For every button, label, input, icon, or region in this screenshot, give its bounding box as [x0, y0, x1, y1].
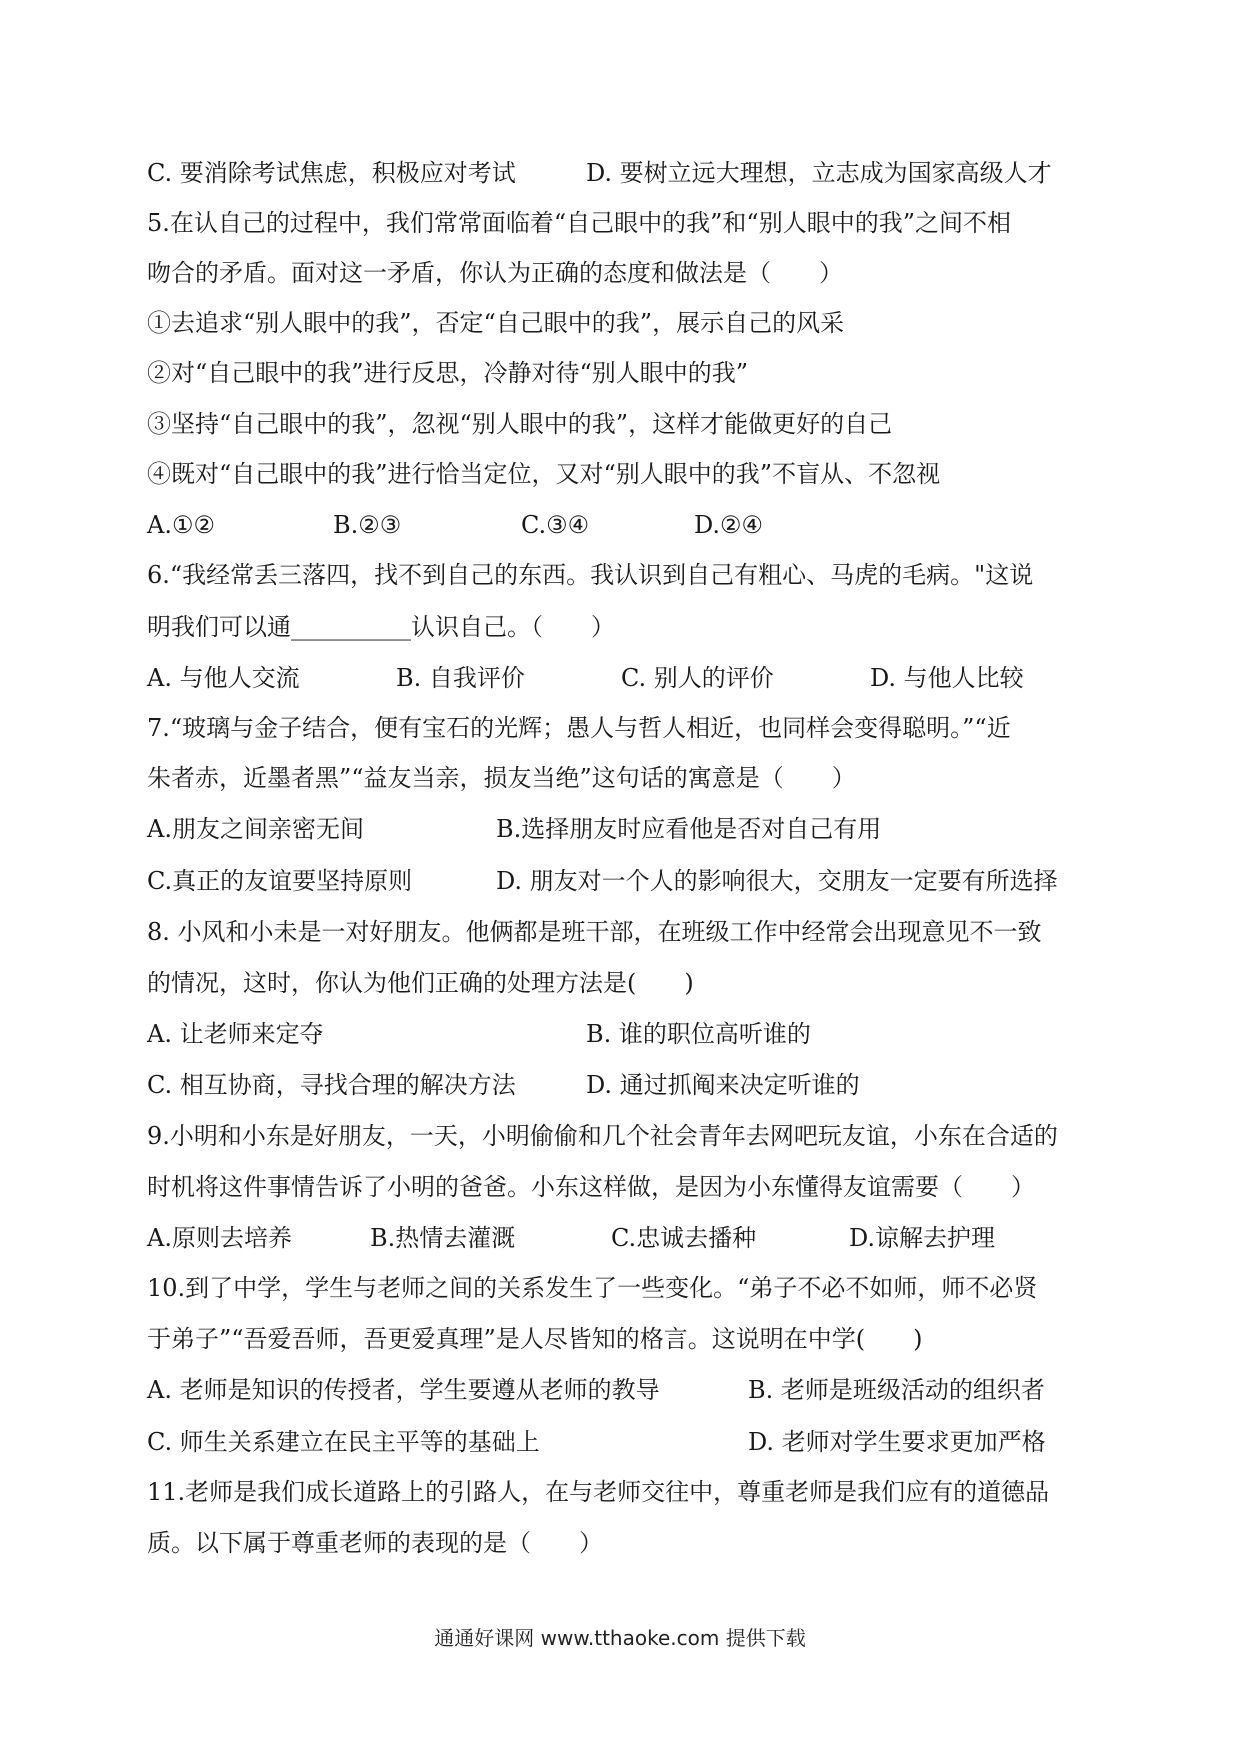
option-a-q9: A.原则去培养: [147, 1224, 292, 1252]
option-a-q7: A.朋友之间亲密无间: [147, 815, 364, 843]
statement-4: ④既对“自己眼中的我”进行恰当定位，又对“别人眼中的我”不盲从、不忽视: [147, 460, 941, 488]
option-c-q9: C.忠诚去播种: [611, 1224, 757, 1252]
option-b-q7: B.选择朋友时应看他是否对自己有用: [496, 815, 882, 843]
option-b-q5: B.②③: [333, 511, 402, 539]
question-10-line-1: 10.到了中学，学生与老师之间的关系发生了一些变化。“弟子不必不如师，师不必贤: [147, 1274, 1038, 1302]
option-c-q4: C. 要消除考试焦虑，积极应对考试: [147, 159, 516, 187]
footer-watermark: 通通好课网 www.tthaoke.com 提供下载: [434, 1626, 806, 1650]
option-c-q7: C.真正的友谊要坚持原则: [147, 867, 413, 895]
option-a-q10: A. 老师是知识的传授者，学生要遵从老师的教导: [147, 1376, 660, 1404]
statement-2: ②对“自己眼中的我”进行反思，冷静对待“别人眼中的我”: [147, 359, 749, 387]
option-b-q10: B. 老师是班级活动的组织者: [748, 1376, 1045, 1404]
option-d-q5: D.②④: [694, 511, 764, 539]
option-c-q8: C. 相互协商，寻找合理的解决方法: [147, 1071, 516, 1099]
question-9-line-1: 9.小明和小东是好朋友，一天，小明偷偷和几个社会青年去网吧玩友谊，小东在合适的: [147, 1122, 1058, 1150]
option-c-q6: C. 别人的评价: [621, 664, 774, 692]
option-d-q10: D. 老师对学生要求更加严格: [748, 1428, 1046, 1456]
option-c-q5: C.③④: [521, 511, 590, 539]
option-d-q7: D. 朋友对一个人的影响很大，交朋友一定要有所选择: [496, 867, 1058, 895]
option-c-q10: C. 师生关系建立在民主平等的基础上: [147, 1428, 540, 1456]
question-6-line-2: 明我们可以通__________认识自己。（ ）: [147, 613, 615, 641]
statement-1: ①去追求“别人眼中的我”，否定“自己眼中的我”，展示自己的风采: [147, 309, 845, 337]
option-d-q4: D. 要树立远大理想，立志成为国家高级人才: [586, 159, 1052, 187]
statement-3: ③坚持“自己眼中的我”，忽视“别人眼中的我”，这样才能做更好的自己: [147, 410, 893, 438]
question-8-line-1: 8. 小风和小未是一对好朋友。他俩都是班干部，在班级工作中经常会出现意见不一致: [147, 918, 1042, 946]
question-5-line-1: 5.在认自己的过程中，我们常常面临着“自己眼中的我”和“别人眼中的我”之间不相: [147, 209, 1011, 237]
option-a-q5: A.①②: [147, 511, 215, 539]
question-6-line-1: 6.“我经常丢三落四，找不到自己的东西。我认识到自己有粗心、马虎的毛病。"这说: [147, 561, 1034, 589]
question-7-line-2: 朱者赤，近墨者黑”“益友当亲，损友当绝”这句话的寓意是（ ）: [147, 764, 856, 792]
option-a-q6: A. 与他人交流: [147, 664, 300, 692]
option-d-q9: D.谅解去护理: [849, 1224, 996, 1252]
option-d-q8: D. 通过抓阄来决定听谁的: [586, 1071, 860, 1099]
question-5-line-2: 吻合的矛盾。面对这一矛盾，你认为正确的态度和做法是（ ）: [147, 259, 843, 287]
option-d-q6: D. 与他人比较: [870, 664, 1024, 692]
option-b-q9: B.热情去灌溉: [370, 1224, 516, 1252]
question-11-line-1: 11.老师是我们成长道路上的引路人，在与老师交往中，尊重老师是我们应有的道德品: [147, 1478, 1050, 1506]
option-b-q8: B. 谁的职位高听谁的: [586, 1020, 811, 1048]
question-9-line-2: 时机将这件事情告诉了小明的爸爸。小东这样做，是因为小东懂得友谊需要（ ）: [147, 1173, 1035, 1201]
question-11-line-2: 质。以下属于尊重老师的表现的是（ ）: [147, 1529, 603, 1557]
option-b-q6: B. 自我评价: [396, 664, 525, 692]
option-a-q8: A. 让老师来定夺: [147, 1020, 324, 1048]
question-7-line-1: 7.“玻璃与金子结合，便有宝石的光辉；愚人与哲人相近，也同样会变得聪明。”“近: [147, 714, 1011, 742]
question-10-line-2: 于弟子”“吾爱吾师，吾更爱真理”是人尽皆知的格言。这说明在中学( ): [147, 1325, 923, 1353]
question-8-line-2: 的情况，这时，你认为他们正确的处理方法是( ): [147, 969, 694, 997]
